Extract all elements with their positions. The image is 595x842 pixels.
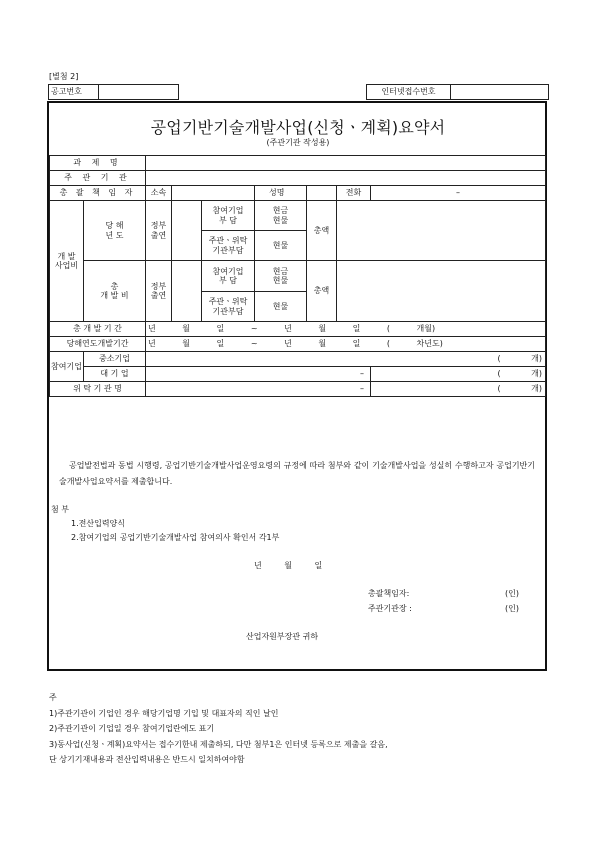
- note-2: 2)주관기관이 기업일 경우 참여기업란에도 표기: [49, 724, 215, 733]
- current-lead-inkind-label: 현물: [255, 231, 307, 261]
- total-gov-fund-field[interactable]: [172, 261, 202, 322]
- affiliation-field[interactable]: [172, 186, 255, 201]
- current-participant-cash-label: 현금 현물: [255, 201, 307, 231]
- total-gov-fund-label: 정부 출연: [146, 261, 172, 322]
- signer-head-seal: (인): [505, 604, 519, 613]
- note-4: 단 상기기재내용과 전산입력내용은 반드시 일치하여야함: [49, 755, 245, 764]
- total-participant-share-label: 참여기업 부 담: [202, 261, 255, 292]
- name-field[interactable]: [307, 186, 337, 201]
- total-total-label: 총액: [307, 261, 337, 322]
- large-corp-count-field[interactable]: ( 개): [371, 367, 546, 382]
- large-corp-field[interactable]: –: [146, 367, 371, 382]
- entrusted-org-label: 위 탁 기 관 명: [50, 382, 146, 397]
- current-gov-fund-field[interactable]: [172, 201, 202, 261]
- total-participant-cash-label: 현금 현물: [255, 261, 307, 292]
- current-year-label: 당 해 년 도: [84, 201, 146, 261]
- sme-label: 중소기업: [84, 352, 146, 367]
- header-number-bar: [48, 84, 549, 100]
- declaration-section: [49, 418, 545, 668]
- lead-org-label: 주 관 기 관: [50, 171, 146, 186]
- annex-label: [별첨 2]: [49, 72, 79, 81]
- total-total-field[interactable]: [337, 261, 546, 322]
- notice-number-field[interactable]: [99, 85, 179, 100]
- internet-number-label: 인터넷접수번호: [367, 85, 451, 100]
- total-period-field[interactable]: 년 월 일 ~ 년 월 일 ( 개월): [146, 322, 546, 337]
- signer-head-label: 주관기관장 :: [368, 604, 412, 613]
- recipient: 산업자원부장관 귀하: [246, 632, 319, 641]
- total-period-label: 총 개 발 기 간: [50, 322, 146, 337]
- page-title: 공업기반기술개발사업(신청ㆍ계획)요약서: [150, 118, 446, 137]
- total-cost-label: 총 개 발 비: [84, 261, 146, 322]
- page-subtitle: (주관기관 작성용): [266, 138, 330, 147]
- year-period-label: 당해연도개발기간: [50, 337, 146, 352]
- dev-cost-label: 개 발 사업비: [50, 201, 84, 322]
- phone-field[interactable]: –: [371, 186, 546, 201]
- lead-org-field[interactable]: [146, 171, 546, 186]
- participants-label: 참여기업: [50, 352, 84, 382]
- current-total-field[interactable]: [337, 201, 546, 261]
- phone-label: 전화: [337, 186, 371, 201]
- total-lead-inkind-label: 현물: [255, 292, 307, 322]
- note-3: 3)동사업(신청ㆍ계획)요약서는 접수기한내 제출하되, 다만 첨부1은 인터넷 등록으로 제출을 갈음,: [49, 739, 388, 749]
- total-lead-share-label: 주관ㆍ위탁 기관부담: [202, 292, 255, 322]
- large-corp-label: 대 기 업: [84, 367, 146, 382]
- note-1: 1)주관기관이 기업인 경우 해당기업명 기입 및 대표자의 직인 날인: [49, 708, 279, 718]
- notes-heading: 주: [49, 693, 57, 702]
- current-total-label: 총액: [307, 201, 337, 261]
- current-gov-fund-label: 정부 출연: [146, 201, 172, 261]
- submission-date: 년 월 일: [254, 561, 323, 570]
- attachment-item-1: 1.전산입력양식: [71, 519, 126, 528]
- signer-manager-seal: (인): [505, 589, 519, 598]
- header-spacer: [179, 85, 367, 100]
- current-lead-share-label: 주관ㆍ위탁 기관부담: [202, 231, 255, 261]
- project-name-label: 과 제 명: [50, 156, 146, 171]
- manager-label: 총 괄 책 임 자: [50, 186, 146, 201]
- attachment-label: 첨 부: [51, 505, 69, 514]
- entrusted-org-count-field[interactable]: ( 개): [371, 382, 546, 397]
- project-name-field[interactable]: [146, 156, 546, 171]
- entrusted-org-field[interactable]: –: [146, 382, 371, 397]
- notice-number-label: 공고번호: [49, 85, 99, 100]
- name-label: 성명: [255, 186, 307, 201]
- declaration-paragraph: 공업발전법과 동법 시행령, 공업기반기술개발사업운영요령의 규정에 따라 첨부와 같이 기술개발사업을 성실히 수행하고자 공업기반기술개발사업요약서를 제출합니다.: [59, 461, 535, 486]
- attachment-item-2: 2.참여기업의 공업기반기술개발사업 참여의사 확인서 각1부: [71, 533, 280, 542]
- year-period-field[interactable]: 년 월 일 ~ 년 월 일 ( 차년도): [146, 337, 546, 352]
- internet-number-field[interactable]: [451, 85, 549, 100]
- sme-count-field[interactable]: ( 개): [146, 352, 546, 367]
- summary-form-table: [49, 155, 546, 397]
- signer-manager-label: 총괄책임자:: [368, 589, 410, 598]
- notes-section: [49, 690, 549, 768]
- affiliation-label: 소속: [146, 186, 172, 201]
- current-participant-share-label: 참여기업 부 담: [202, 201, 255, 231]
